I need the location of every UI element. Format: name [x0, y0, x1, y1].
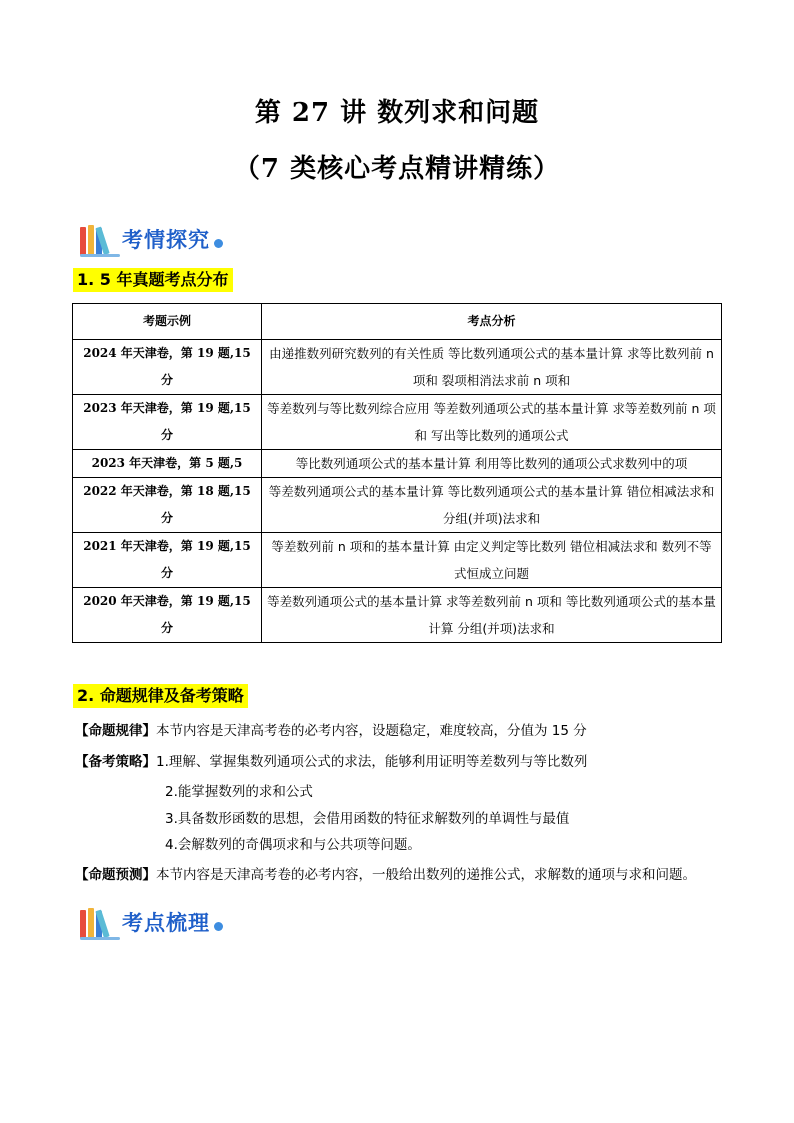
exam-analysis: 等差数列与等比数列综合应用 等差数列通项公式的基本量计算 求等差数列前 n 项和 写出等比数列的通项公式: [262, 395, 722, 450]
table-row: [73, 450, 722, 478]
strategy-tag: 【备考策略】: [75, 754, 156, 770]
strategy-item: 2.能掌握数列的求和公式: [165, 784, 313, 800]
strategy-paragraph: [75, 752, 587, 772]
table-header: 考点分析: [262, 304, 722, 340]
subsection-title: 2. 命题规律及备考策略: [73, 684, 248, 708]
subsection-title: 1. 5 年真题考点分布: [73, 268, 233, 292]
forecast-paragraph: [75, 865, 696, 885]
dot-icon: [214, 239, 223, 248]
table-header: 考题示例: [73, 304, 262, 340]
exam-example: 2021 年天津卷，第 19 题,15 分: [73, 533, 262, 588]
forecast-tag: 【命题预测】: [75, 867, 156, 883]
books-icon: [80, 223, 118, 255]
exam-example: 2023 年天津卷，第 19 题,15 分: [73, 395, 262, 450]
exam-example: 2022 年天津卷，第 18 题,15 分: [73, 478, 262, 533]
section-header-kaoqing: [80, 222, 223, 256]
exam-analysis: 等比数列通项公式的基本量计算 利用等比数列的通项公式求数列中的项: [262, 450, 722, 478]
books-icon: [80, 906, 118, 938]
table-row: [73, 395, 722, 450]
table-row: [73, 478, 722, 533]
table-row: [73, 340, 722, 395]
dot-icon: [214, 922, 223, 931]
strategy-item: 3.具备数形函数的思想，会借用函数的特征求解数列的单调性与最值: [165, 811, 570, 827]
section-header-kaodian: [80, 905, 223, 939]
exam-example: 2023 年天津卷，第 5 题,5: [73, 450, 262, 478]
exam-table: [72, 303, 722, 643]
rule-paragraph: [75, 721, 587, 741]
page-subtitle: （7 类核心考点精讲精练）: [233, 154, 561, 184]
exam-example: 2020 年天津卷，第 19 题,15 分: [73, 588, 262, 643]
exam-analysis: 等差数列通项公式的基本量计算 等比数列通项公式的基本量计算 错位相减法求和 分组(并项)法求和: [262, 478, 722, 533]
exam-analysis: 等差数列通项公式的基本量计算 求等差数列前 n 项和 等比数列通项公式的基本量计算 分组(并项)法求和: [262, 588, 722, 643]
exam-analysis: 由递推数列研究数列的有关性质 等比数列通项公式的基本量计算 求等比数列前 n 项和 裂项相消法求前 n 项和: [262, 340, 722, 395]
section-label: 考点梳理: [122, 911, 210, 935]
table-row: [73, 533, 722, 588]
section-label: 考情探究: [122, 228, 210, 252]
forecast-text: 本节内容是天津高考卷的必考内容，一般给出数列的递推公式，求解数的通项与求和问题。: [156, 867, 696, 883]
exam-analysis: 等差数列前 n 项和的基本量计算 由定义判定等比数列 错位相减法求和 数列不等式恒成立问题: [262, 533, 722, 588]
exam-example: 2024 年天津卷，第 19 题,15 分: [73, 340, 262, 395]
page-title: 第 27 讲 数列求和问题: [254, 98, 540, 128]
rule-text: 本节内容是天津高考卷的必考内容，设题稳定，难度较高，分值为 15 分: [156, 723, 587, 739]
rule-tag: 【命题规律】: [75, 723, 156, 739]
strategy-item: 4.会解数列的奇偶项求和与公共项等问题。: [165, 837, 421, 853]
table-row: [73, 588, 722, 643]
strategy-item: 1.理解、掌握集数列通项公式的求法，能够利用证明等差数列与等比数列: [156, 754, 588, 770]
